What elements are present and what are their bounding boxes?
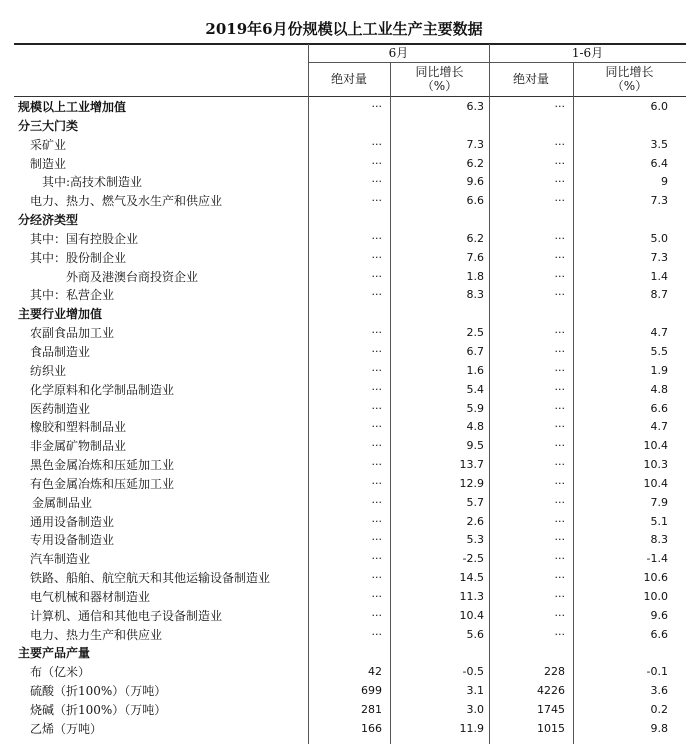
june-yoy-cell: 6.7	[466, 344, 484, 358]
june-absolute-cell: ···	[371, 288, 382, 302]
june-yoy-cell: 1.6	[466, 363, 484, 377]
table-row	[0, 230, 688, 249]
janjun-yoy-cell: 7.3	[650, 250, 668, 264]
header-june-absolute: 绝对量	[330, 72, 367, 86]
row-label: 布（亿米）	[30, 665, 91, 680]
june-yoy-cell: 5.9	[466, 401, 484, 415]
june-absolute-cell: ···	[371, 100, 382, 113]
table-row	[0, 173, 688, 192]
june-yoy-cell: 11.9	[459, 721, 484, 735]
row-label: 纺织业	[30, 363, 67, 378]
janjun-absolute-cell: 1745	[537, 703, 565, 716]
janjun-absolute-cell: ···	[554, 288, 565, 302]
row-label: 主要行业增加值	[18, 307, 103, 322]
june-yoy-cell: 5.3	[466, 533, 484, 547]
june-yoy-cell: 6.6	[466, 194, 484, 208]
table-row	[0, 192, 688, 211]
janjun-yoy-cell: -1.4	[646, 552, 668, 566]
june-yoy-cell: 9.6	[466, 175, 484, 189]
june-absolute-cell: ···	[371, 194, 382, 208]
june-absolute-cell: ···	[371, 326, 382, 340]
data-table-body	[0, 98, 688, 739]
june-yoy-cell: 12.9	[459, 476, 484, 490]
header-yoy-line1: 同比增长	[605, 65, 654, 79]
janjun-yoy-cell: 6.6	[650, 401, 668, 415]
june-absolute-cell: ···	[371, 589, 382, 603]
table-row	[0, 720, 688, 739]
row-label: 食品制造业	[30, 344, 91, 359]
table-row	[0, 494, 688, 513]
row-label: 其中：股份制企业	[30, 250, 127, 265]
june-absolute-cell: ···	[371, 439, 382, 453]
june-absolute-cell: ···	[371, 175, 382, 189]
june-yoy-cell: 1.8	[466, 269, 484, 283]
row-label: 计算机、通信和其他电子设备制造业	[30, 608, 223, 623]
janjun-absolute-cell: ···	[554, 533, 565, 547]
row-label: 电力、热力生产和供应业	[30, 627, 163, 642]
june-absolute-cell: ···	[371, 382, 382, 396]
table-row	[0, 663, 688, 682]
table-row	[0, 475, 688, 494]
janjun-absolute-cell: ···	[554, 627, 565, 641]
row-label: 化学原料和化学制品制造业	[30, 382, 175, 397]
june-absolute-cell: 166	[361, 721, 382, 735]
janjun-yoy-cell: 5.5	[650, 344, 668, 358]
section-row	[0, 98, 688, 117]
janjun-absolute-cell: ···	[554, 476, 565, 490]
janjun-yoy-cell: 9.6	[650, 608, 668, 622]
janjun-yoy-cell: 4.7	[650, 326, 668, 340]
row-label: 金属制品业	[32, 495, 93, 510]
row-label: 分三大门类	[18, 118, 79, 133]
june-yoy-cell: 7.6	[466, 250, 484, 264]
june-absolute-cell: ···	[371, 495, 382, 509]
row-label: 专用设备制造业	[30, 533, 115, 548]
table-row	[0, 418, 688, 437]
janjun-yoy-cell: 9	[661, 175, 668, 189]
row-label: 非金属矿物制品业	[30, 439, 127, 454]
janjun-yoy-cell: 1.4	[650, 269, 668, 283]
janjun-absolute-cell: ···	[554, 589, 565, 603]
june-yoy-cell: 11.3	[459, 589, 484, 603]
june-yoy-cell: 5.7	[466, 495, 484, 509]
janjun-yoy-cell: 3.5	[650, 137, 668, 151]
row-label: 汽车制造业	[30, 552, 91, 567]
janjun-absolute-cell: ···	[554, 401, 565, 415]
janjun-yoy-cell: 5.1	[650, 514, 668, 528]
june-absolute-cell: ···	[371, 608, 382, 622]
table-row	[0, 588, 688, 607]
june-absolute-cell: ···	[371, 231, 382, 245]
row-label: 烧碱（折100%）（万吨）	[30, 703, 167, 717]
header-yoy-line2: （%）	[611, 79, 648, 93]
row-label: 电气机械和器材制造业	[30, 589, 151, 604]
june-yoy-cell: 4.8	[466, 420, 484, 434]
row-label: 农副食品加工业	[30, 326, 115, 341]
janjun-absolute-cell: 4226	[537, 684, 565, 698]
june-absolute-cell: ···	[371, 420, 382, 434]
june-yoy-cell: 13.7	[459, 458, 484, 472]
row-label: 其中:高技术制造业	[42, 175, 143, 190]
june-yoy-cell: 2.5	[466, 326, 484, 340]
row-label: 主要产品产量	[18, 646, 91, 661]
janjun-absolute-cell: ···	[554, 269, 565, 283]
row-label: 铁路、船舶、航空航天和其他运输设备制造业	[30, 571, 271, 586]
june-yoy-cell: 6.2	[466, 156, 484, 170]
janjun-absolute-cell: ···	[554, 344, 565, 358]
janjun-yoy-cell: 8.7	[650, 288, 668, 302]
janjun-yoy-cell: 3.6	[650, 684, 668, 698]
june-yoy-cell: 7.3	[466, 137, 484, 151]
janjun-yoy-cell: 8.3	[650, 533, 668, 547]
janjun-yoy-cell: 10.3	[643, 458, 668, 472]
header-jan-jun: 1-6月	[571, 46, 604, 60]
janjun-yoy-cell: 5.0	[650, 231, 668, 245]
june-absolute-cell: ···	[371, 250, 382, 264]
table-row	[0, 155, 688, 174]
janjun-yoy-cell: 10.6	[643, 571, 668, 585]
table-row	[0, 324, 688, 343]
table-row	[0, 682, 688, 701]
janjun-absolute-cell: ···	[554, 137, 565, 151]
janjun-absolute-cell: ···	[554, 326, 565, 340]
june-absolute-cell: ···	[371, 514, 382, 528]
janjun-absolute-cell: ···	[554, 250, 565, 264]
janjun-yoy-cell: 6.6	[650, 627, 668, 641]
june-yoy-cell: -2.5	[462, 552, 484, 566]
header-bottom-rule	[14, 96, 686, 97]
section-row	[0, 211, 688, 230]
june-yoy-cell: 14.5	[459, 571, 484, 585]
page-title: 2019年6月份规模以上工业生产主要数据	[205, 20, 483, 38]
janjun-yoy-cell: 4.8	[650, 382, 668, 396]
row-label: 采矿业	[30, 137, 67, 152]
header-janjun-yoy	[573, 65, 686, 93]
section-row	[0, 117, 688, 136]
section-row	[0, 305, 688, 324]
table-row	[0, 513, 688, 532]
section-row	[0, 644, 688, 663]
header-yoy-line1: 同比增长	[415, 65, 464, 79]
row-label: 乙烯（万吨）	[30, 721, 103, 736]
row-label: 医药制造业	[30, 401, 91, 416]
june-absolute-cell: ···	[371, 137, 382, 151]
janjun-absolute-cell: ···	[554, 156, 565, 170]
table-row	[0, 607, 688, 626]
june-absolute-cell: ···	[371, 552, 382, 566]
table-row	[0, 531, 688, 550]
table-row	[0, 136, 688, 155]
june-absolute-cell: ···	[371, 269, 382, 283]
june-yoy-cell: 5.6	[466, 627, 484, 641]
june-yoy-cell: 5.4	[466, 382, 484, 396]
janjun-yoy-cell: 7.3	[650, 194, 668, 208]
june-absolute-cell: ···	[371, 458, 382, 472]
june-absolute-cell: ···	[371, 627, 382, 641]
june-yoy-cell: 9.5	[466, 439, 484, 453]
janjun-yoy-cell: 1.9	[650, 363, 668, 377]
june-absolute-cell: ···	[371, 156, 382, 170]
june-yoy-cell: -0.5	[462, 665, 484, 679]
janjun-yoy-cell: 6.0	[650, 100, 668, 113]
janjun-yoy-cell: 7.9	[650, 495, 668, 509]
row-label: 分经济类型	[18, 213, 79, 228]
row-label: 硫酸（折100%）（万吨）	[30, 684, 167, 699]
janjun-absolute-cell: ···	[554, 571, 565, 585]
header-june: 6月	[388, 46, 409, 60]
june-yoy-cell: 3.1	[466, 684, 484, 698]
janjun-absolute-cell: ···	[554, 458, 565, 472]
janjun-absolute-cell: ···	[554, 100, 565, 113]
janjun-yoy-cell: 10.0	[643, 589, 668, 603]
row-label: 其中：国有控股企业	[30, 231, 139, 246]
table-row	[0, 550, 688, 569]
table-row	[0, 286, 688, 305]
table-row	[0, 437, 688, 456]
top-rule	[14, 43, 686, 45]
row-label: 橡胶和塑料制品业	[30, 420, 127, 435]
row-label: 黑色金属冶炼和压延加工业	[30, 458, 175, 473]
table-row	[0, 249, 688, 268]
row-label: 其中：私营企业	[30, 288, 115, 303]
table-row	[0, 701, 688, 720]
june-yoy-cell: 6.2	[466, 231, 484, 245]
janjun-absolute-cell: ···	[554, 231, 565, 245]
june-absolute-cell: ···	[371, 533, 382, 547]
june-yoy-cell: 8.3	[466, 288, 484, 302]
june-absolute-cell: ···	[371, 571, 382, 585]
janjun-absolute-cell: ···	[554, 514, 565, 528]
janjun-absolute-cell: ···	[554, 194, 565, 208]
janjun-absolute-cell: 228	[544, 665, 565, 679]
header-june-yoy	[390, 65, 489, 93]
table-row	[0, 362, 688, 381]
june-yoy-cell: 6.3	[466, 100, 484, 113]
janjun-yoy-cell: 10.4	[643, 439, 668, 453]
janjun-absolute-cell: ···	[554, 495, 565, 509]
row-label: 规模以上工业增加值	[18, 100, 127, 114]
row-label: 外商及港澳台商投资企业	[66, 269, 199, 284]
june-absolute-cell: ···	[371, 401, 382, 415]
janjun-yoy-cell: 0.2	[650, 703, 668, 716]
row-label: 电力、热力、燃气及水生产和供应业	[30, 194, 223, 209]
janjun-absolute-cell: ···	[554, 608, 565, 622]
janjun-absolute-cell: ···	[554, 420, 565, 434]
table-row	[0, 400, 688, 419]
table-row	[0, 381, 688, 400]
row-label: 有色金属冶炼和压延加工业	[30, 476, 175, 491]
june-absolute-cell: 699	[361, 684, 382, 698]
janjun-yoy-cell: 9.8	[650, 721, 668, 735]
janjun-yoy-cell: 10.4	[643, 476, 668, 490]
june-yoy-cell: 2.6	[466, 514, 484, 528]
table-row	[0, 343, 688, 362]
june-absolute-cell: 281	[361, 703, 382, 716]
header-mid-rule	[308, 62, 686, 63]
janjun-absolute-cell: ···	[554, 363, 565, 377]
row-label: 制造业	[30, 156, 67, 171]
june-absolute-cell: ···	[371, 344, 382, 358]
janjun-absolute-cell: ···	[554, 175, 565, 189]
table-row	[0, 626, 688, 645]
janjun-absolute-cell: ···	[554, 439, 565, 453]
janjun-absolute-cell: ···	[554, 552, 565, 566]
june-absolute-cell: ···	[371, 363, 382, 377]
janjun-yoy-cell: -0.1	[646, 665, 668, 679]
june-absolute-cell: ···	[371, 476, 382, 490]
row-label: 通用设备制造业	[30, 514, 115, 529]
header-janjun-absolute: 绝对量	[512, 72, 549, 86]
table-row	[0, 569, 688, 588]
janjun-absolute-cell: ···	[554, 382, 565, 396]
janjun-yoy-cell: 4.7	[650, 420, 668, 434]
june-absolute-cell: 42	[368, 665, 382, 679]
header-yoy-line2: （%）	[421, 79, 458, 93]
table-row	[0, 456, 688, 475]
janjun-yoy-cell: 6.4	[650, 156, 668, 170]
june-yoy-cell: 10.4	[459, 608, 484, 622]
table-row	[0, 268, 688, 287]
june-yoy-cell: 3.0	[466, 703, 484, 716]
janjun-absolute-cell: 1015	[537, 721, 565, 735]
